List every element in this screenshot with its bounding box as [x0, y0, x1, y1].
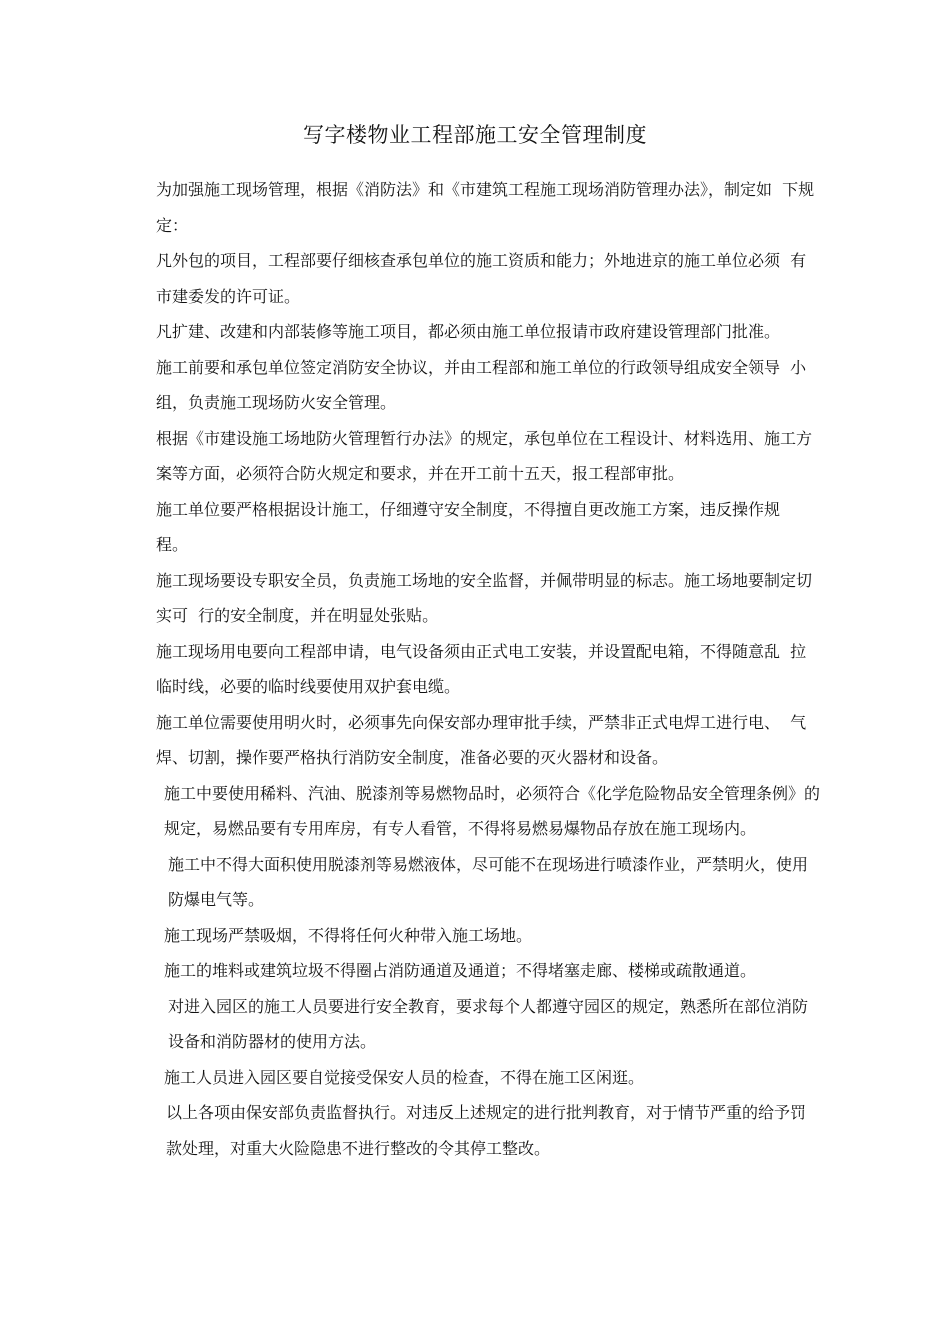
paragraph-2: 凡扩建、改建和内部装修等施工项目，都必须由施工单位报请市政府建设管理部门批准。 — [156, 322, 781, 341]
paragraph-1: 凡外包的项目，工程部要仔细核查承包单位的施工资质和能力；外地进京的施工单位必须 有市建委发的许可证。 — [156, 251, 807, 306]
document-body — [144, 172, 823, 1166]
paragraph-8: 施工单位需要使用明火时，必须事先向保安部办理审批手续，严禁非正式电焊工进行电、 气焊、切割，操作要严格执行消防安全制度，准备必要的灭火器材和设备。 — [156, 712, 807, 767]
paragraph-3: 施工前要和承包单位签定消防安全协议，并由工程部和施工单位的行政领导组成安全领导 小组，负责施工现场防火安全管理。 — [156, 357, 807, 412]
paragraph-10: 施工中不得大面积使用脱漆剂等易燃液体，尽可能不在现场进行喷漆作业，严禁明火，使用防爆电气等。 — [168, 854, 809, 909]
paragraph-11: 施工现场严禁吸烟，不得将任何火种带入施工场地。 — [164, 925, 533, 945]
document-title: 写字楼物业工程部施工安全管理制度 — [303, 123, 647, 147]
paragraph-intro: 为加强施工现场管理，根据《消防法》和《市建筑工程施工现场消防管理办法》，制定如 下规定： — [156, 180, 815, 235]
paragraph-7: 施工现场用电要向工程部申请，电气设备须由正式电工安装，并设置配电箱，不得随意乱 拉临时线，必要的临时线要使用双护套电缆。 — [156, 641, 807, 696]
paragraph-14: 施工人员进入园区要自觉接受保安人员的检查，不得在施工区闲逛。 — [164, 1067, 645, 1087]
paragraph-9: 施工中要使用稀料、汽油、脱漆剂等易燃物品时，必须符合《化学危险物品安全管理条例》的规定，易燃品要有专用库房，有专人看管，不得将易燃易爆物品存放在施工现场内。 — [164, 783, 821, 838]
paragraph-13: 对进入园区的施工人员要进行安全教育，要求每个人都遵守园区的规定，熟悉所在部位消防设备和消防器材的使用方法。 — [168, 996, 809, 1051]
paragraph-12: 施工的堆料或建筑垃圾不得圈占消防通道及通道；不得堵塞走廊、楼梯或疏散通道。 — [164, 961, 757, 980]
paragraph-15: 以上各项由保安部负责监督执行。对违反上述规定的进行批判教育，对于情节严重的给予罚款处理，对重大火险隐患不进行整改的令其停工整改。 — [166, 1103, 807, 1158]
paragraph-6: 施工现场要设专职安全员，负责施工场地的安全监督，并佩带明显的标志。施工场地要制定切实可 行的安全制度，并在明显处张贴。 — [156, 570, 813, 625]
paragraph-4: 根据《市建设施工场地防火管理暂行办法》的规定，承包单位在工程设计、材料选用、施工方 案等方面，必须符合防火规定和要求，并在开工前十五天，报工程部审批。 — [156, 428, 823, 483]
paragraph-5: 施工单位要严格根据设计施工，仔细遵守安全制度，不得擅自更改施工方案，违反操作规 程。 — [156, 499, 791, 554]
